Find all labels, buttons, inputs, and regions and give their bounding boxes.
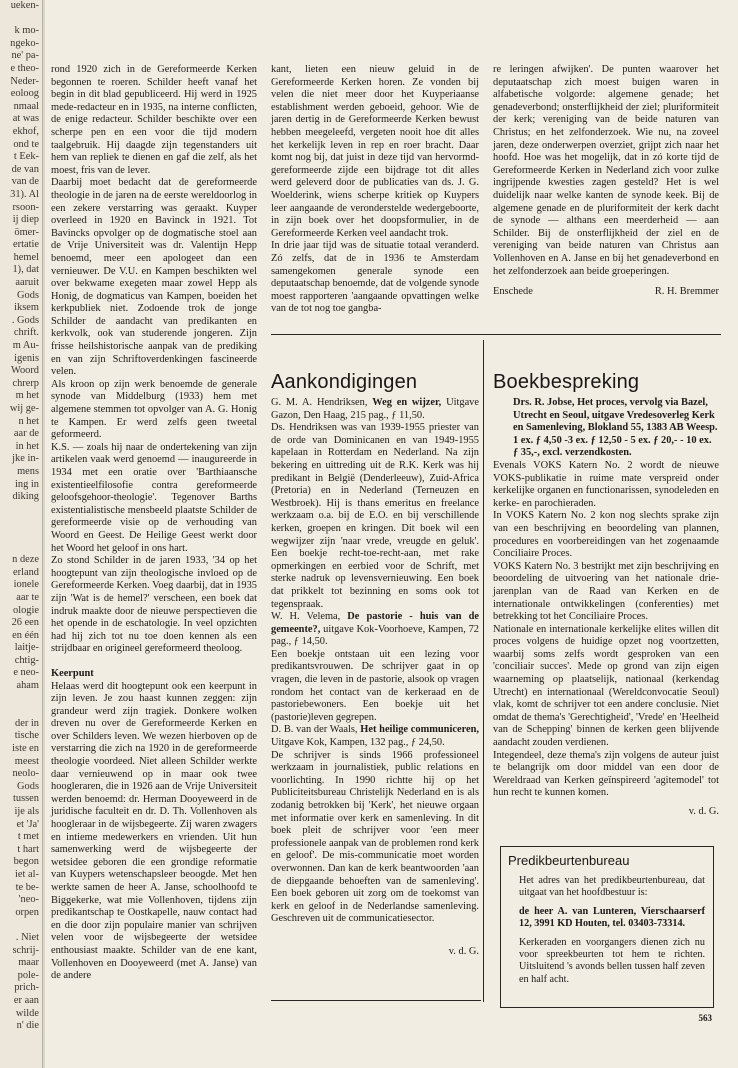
edge-fragment xyxy=(0,542,39,555)
article-column-2 xyxy=(271,64,479,316)
edge-fragment: pole- xyxy=(17,969,39,981)
paragraph: In VOKS Katern No. 2 kon nog slechts sprake zijn van een beschrijving en beoordeling van plannen, procedures en voorbereidingen van het zogenaamde Conciliaire Proces. xyxy=(493,510,719,560)
edge-fragment xyxy=(0,693,39,706)
previous-page-edge xyxy=(0,0,43,1068)
edge-fragment: chtig- xyxy=(14,654,39,666)
edge-fragment: begon xyxy=(13,856,39,868)
announcements-heading: Aankondigingen xyxy=(271,371,418,393)
edge-fragment: k mo- xyxy=(14,25,39,37)
edge-fragment: aham xyxy=(16,680,39,692)
edge-fragment: diking xyxy=(12,491,39,503)
edge-fragment: chrift. xyxy=(13,327,39,339)
edge-fragment: orpen xyxy=(15,906,39,918)
edge-fragment: m Au- xyxy=(12,340,39,352)
edge-fragment: e theo- xyxy=(10,62,39,74)
edge-fragment: t Eek- xyxy=(13,151,39,163)
edge-fragment: ologie xyxy=(13,604,39,616)
edge-fragment: ij diep xyxy=(12,214,39,226)
edge-fragment: iksem xyxy=(14,302,39,314)
edge-fragment: en één xyxy=(12,629,39,641)
edge-fragment: aaruit xyxy=(15,277,39,289)
article-author: R. H. Bremmer xyxy=(654,286,719,298)
paragraph: kant, lieten een nieuw geluid in de Gereformeerde Kerken horen. Ze vonden bij velen die niet meer door het Kuyperiaanse establishment werden geboeid, gehoor. Wie de jaren dertig in de Gereformeerde Kerken bewust hebben meegeleefd, vergeten nooit hoe dit alles het kerkelijk leven in rep en roer bracht. Daar komt nog bij, dat juist in deze tijd van hervormd-gereformeerde zijde een bijdrage tot dit alles werd geleverd door de publicaties van ds. J. G. Woelderink, wiens scherpe kritiek op Kuypers leer aangaande de veronderstelde wedergeboorte, in zijn boek over het doopsformulier, in de Gereformeerde Kerken veel aandacht trok. xyxy=(271,64,479,239)
edge-fragment: at was xyxy=(12,113,39,125)
paragraph: Helaas werd dit hoogtepunt ook een keerpunt in zijn leven. Je zou haast kunnen zeggen: zijn grandeur werd zijn tragiek. Donkere wolken dreven nu over de Gereformeerde Kerken en over Schilders leven. We wezen hierboven op de verstarring die zich na 1920 in de gereformeerde theologie voordeed. Niet alleen Schilder werkte daar vernieuwend op in maar ook twee hoogleraren, die in 1926 aan de Vrije Universiteit werden benoemd: dr. Herman Dooyeweerd in de juridische faculteit en dr. D. Th. Vollenhoven als hoogleraar in de wijsbegeerte. Zij waren zwagers en intieme medewerkers en vrienden. Uit hun samenwerking werd de wijsbegeerte der wetsidee geboren die een grondige reformatie van Kuypers wetenschapsleer beoogde. Met hen werkte samen de heer A. Janse, schoolhoofd te Biggekerke, wat mie Vollenhoven, tijdens zijn predikantschap te Oostkapelle, nauw contact had en die door zijn populaire manier van schrijven velen voor de wijsbegeerte der wetsidee enthousiast maakte. Schilder van de ene kant, Vollenhoven en Dooyeweerd (met A. Janse) van de andere xyxy=(51,680,257,982)
edge-fragment: meest xyxy=(14,755,39,767)
notice-intro: Het adres van het predikbeurtenbureau, dat uitgaat van het hoofdbestuur is: xyxy=(519,875,705,899)
edge-fragment: eoloog xyxy=(10,88,39,100)
edge-fragment: . Niet xyxy=(15,931,39,943)
notice-note: Kerkeraden en voorgangers dienen zich nu voor spreekbeurten tot hem te richten. Uitsluitend 's avonds bellen tussen half zeven en half acht. xyxy=(519,936,705,985)
edge-fragment: aar te xyxy=(16,591,39,603)
article-place: Enschede xyxy=(493,286,533,298)
edge-fragment: m het xyxy=(15,390,39,402)
paragraph: Integendeel, deze thema's zijn volgens de auteur juist te belangrijk om door middel van een door de Wereldraad van Kerken geïnspireerd 'agitemodel' tot hun recht te kunnen komen. xyxy=(493,749,719,799)
edge-fragment: ekhof, xyxy=(12,125,39,137)
edge-fragment: de van xyxy=(11,163,39,175)
notice-address: de heer A. van Lunteren, Vierschaarserf 12, 3991 KD Houten, tel. 03403-73314. xyxy=(519,905,705,930)
page-number: 563 xyxy=(698,1013,712,1023)
edge-fragment xyxy=(0,705,39,718)
previous-page-text-fragments xyxy=(0,0,39,1033)
edge-fragment: er aan xyxy=(13,994,39,1006)
edge-fragment: erland xyxy=(13,566,39,578)
paragraph: Zo stond Schilder in de jaren 1933, '34 op het hoogtepunt van zijn theologische invloed op de Gereformeerde Kerken. Voeg daarbij, dat in 1935 zijn 'Wat is de hemel?' verscheen, een boek dat indruk maakte door de nieuwe perspectieven die het opende in de eschatologie. In veel opzichten had hij zich tot nu toe doen kennen als een strijdbaar en origineel gereformeerd theoloog. xyxy=(51,555,257,655)
edge-fragment: neolo- xyxy=(12,768,39,780)
edge-fragment: 31). Al xyxy=(10,188,39,200)
edge-fragment: chrerp xyxy=(12,377,39,389)
paragraph: Als kroon op zijn werk benoemde de generale synode van Middelburg (1933) hem met algemene stemmen tot opvolger van A. G. Honig te Kampen. Er werd zelfs geen tweetal geformeerd. xyxy=(51,378,257,441)
edge-fragment: ne' pa- xyxy=(11,50,39,62)
edge-fragment: et 'Ja' xyxy=(16,818,39,830)
edge-fragment: n deze xyxy=(12,554,39,566)
edge-fragment: t hart xyxy=(17,843,39,855)
announcements-bottom-rule xyxy=(271,1000,481,1001)
paragraph: Nationale en internationale kerkelijke elites willen dit proces volgens de huidige opzet nog voortzetten, waarbij soms zelfs wordt gesproken van een 'conciliair succes'. Mede op grond van zijn eigen waarneming op plaatselijk, nationaal (kerkendag Utrecht) en internationaal (Wereldconvocatie Seoul) vlak, komt de schrijver tot een andere conclusie. Niet omdat de thema's 'Gerechtigheid', 'Vrede' en 'Heelheid van de Schepping' binnen de kerken geen blijvende aandacht zouden verdienen. xyxy=(493,623,719,749)
edge-fragment: Gods xyxy=(17,289,39,301)
edge-fragment: mens xyxy=(17,465,39,477)
paragraph: re leringen afwijken'. De punten waarover het deputaatschap zich moest buigen waren in alfabetische volgorde: algemene genade; het genadeverbond; onsterflijkheid der ziel; pluriformiteit der kerk; vereniging van de beide naturen van Christus; en het zelfonderzoek. Wie nu, na zoveel jaren, deze onderwerpen overziet, grijpt zich naar het hoofd. Hoe was het mogelijk, dat in zó korte tijd de Gereformeerde Kerken in Nederland zich voor zulke ingrijpende kwesties zagen gesteld? Het is wel duidelijk naar welke kanten de synode keek. Bij de algemene genade en de pluriformiteit der kerk dacht de synode — althans een meerderheid — aan Schilder. Bij de onsterflijkheid der ziel en de vereniging van beide naturen van Christus aan Vollenhoven en A. Janse en bij het genadeverbond en het zelfonderzoek aan beide groeperingen. xyxy=(493,64,719,277)
edge-fragment: Woord xyxy=(10,365,39,377)
review-book-info: Drs. R. Jobse, Het proces, vervolg via Bazel, Utrecht en Seoul, uitgave Vredesoverleg Kerk en Samenleving, Blokland 55, 1383 AB Weesp. 1 ex. ƒ 4,50 -3 ex. ƒ 12,50 - 5 ex. ƒ 20,- - 10 ex. ƒ 35,-, excl. verzendkosten. xyxy=(513,397,718,459)
edge-fragment: 'neo- xyxy=(18,894,39,906)
edge-fragment: ömer- xyxy=(14,226,39,238)
paragraph: K.S. — zoals hij naar de ondertekening van zijn artikelen vaak werd genoemd — inaugureerde in 1934 met een oratie over 'Barthiaansche existentieelfilosofie contra gereformeerde geloofsgehoor-theologie'. Tegenover Barths existentialistische mensbeeld plaatste Schilder de gereformeerde visie op de verhouding van Woord en Geest. De Heilige Geest werkt door het Woord het geloof in ons hart. xyxy=(51,441,257,554)
edge-fragment xyxy=(0,919,39,932)
edge-fragment: ing in xyxy=(15,478,39,490)
edge-fragment: schrij- xyxy=(12,944,39,956)
notice-body xyxy=(519,875,705,992)
column-divider-rule xyxy=(483,340,484,1002)
review-heading: Boekbespreking xyxy=(493,371,640,393)
magazine-page xyxy=(45,0,738,1068)
section-divider-rule xyxy=(271,334,721,335)
paragraph: VOKS Katern No. 3 bestrijkt met zijn beschrijving en beoordeling de uitvoering van het nationale drie-jarenplan van de Raad van Kerken en de internationale ontwikkelingen (conferenties) met betrekking tot het Conciliaire Proces. xyxy=(493,560,719,623)
announcements-column xyxy=(271,397,479,959)
edge-fragment: wilde xyxy=(15,1007,39,1019)
paragraph: Evenals VOKS Katern No. 2 wordt de nieuwe VOKS-publikatie in ruime mate verspreid onder kerkelijke organen en functionarissen, synodeleden en kerke- en parochieraden. xyxy=(493,459,719,509)
edge-fragment: ionele xyxy=(13,579,39,591)
edge-fragment: aar de xyxy=(13,428,39,440)
edge-fragment: ertatie xyxy=(13,239,39,251)
edge-fragment: ngeko- xyxy=(10,37,39,49)
article-signature-row xyxy=(493,286,719,299)
edge-fragment: te be- xyxy=(15,881,39,893)
edge-fragment xyxy=(0,13,39,26)
edge-fragment: t met xyxy=(17,831,39,843)
edge-fragment: igenis xyxy=(14,352,39,364)
announcements-signature: v. d. G. xyxy=(448,945,479,957)
edge-fragment xyxy=(0,504,39,517)
announcement-item-2-header: W. H. Velema, De pastorie - huis van de gemeente?, uitgave Kok-Voorhoeve, Kampen, 72 pag., ƒ 14,50. xyxy=(271,611,479,648)
predikbeurtenbureau-notice-box xyxy=(500,846,714,1008)
edge-fragment: Neder- xyxy=(10,75,39,87)
review-signature: v. d. G. xyxy=(688,806,719,817)
announcement-item-1-header: G. M. A. Hendriksen, Weg en wijzer, Uitgave Gazon, Den Haag, 215 pag., ƒ 11,50. xyxy=(271,397,479,421)
edge-fragment: iste en xyxy=(12,743,39,755)
edge-fragment: 1), dat xyxy=(12,264,39,276)
announcement-item-1-body: Ds. Hendriksen was van 1939-1955 priester van de orde van Dominicanen en van 1949-1955 kapelaan in Rotterdam en Nederland. Na zijn bekering en uittreding uit de R.K. Kerk was hij predikant in België (Denderleeuw), Zuid-Africa (Pretoria) en in Nederland (Terneuzen en Westbroek). Hij is thans emeritus en freelance werkzaam o.a. bij de E.O. en bij verschillende kerken, groepen en kringen. Dit boek wil een wegwijzer zijn 'naar vrede, vreugde en geluk'. Een boekje recht-toe-recht-aan, met rake opmerkingen en eerbied voor de Schrift, met sterke nadruk op levensvernieuwing. Een boek dat prikkelt tot bezinning en soms ook tot tegenspraak. xyxy=(271,422,479,610)
notice-title: Predikbeurtenbureau xyxy=(508,853,630,868)
edge-fragment xyxy=(0,516,39,529)
paragraph: In drie jaar tijd was de situatie totaal veranderd. Zó zelfs, dat de in 1936 te Amsterdam samengekomen generale synode een deputaatschap benoemde, dat de volgende synode moest rapporteren 'aangaande opvattingen welke van de tot nog toe gangba- xyxy=(271,240,479,315)
edge-fragment: laitje- xyxy=(14,642,39,654)
edge-fragment: jke in- xyxy=(12,453,39,465)
edge-fragment: n het xyxy=(18,415,39,427)
edge-fragment: iet al- xyxy=(15,868,39,880)
edge-fragment: tische xyxy=(14,730,39,742)
edge-fragment: ueken- xyxy=(10,0,39,11)
edge-fragment: 26 een xyxy=(11,617,39,629)
edge-fragment: . Gods xyxy=(11,314,39,326)
edge-fragment: Gods xyxy=(17,780,39,792)
edge-fragment: wij ge- xyxy=(9,403,39,414)
review-column xyxy=(493,397,719,819)
article-column-1 xyxy=(51,64,257,983)
edge-fragment: n' die xyxy=(16,1020,39,1032)
announcement-item-3-header: D. B. van der Waals, Het heilige communiceren, Uitgave Kok, Kampen, 132 pag., ƒ 24,50. xyxy=(271,724,479,749)
announcement-item-3-body: De schrijver is sinds 1966 professioneel werkzaam in journalistiek, public relations en voorlichting. In 1990 richtte hij op het Publiciteitsbureau Christelijk Nederland en is als zodanig betrokken bij 'Kerk', het nieuwe orgaan met informatie over kerk en samenleving. In dit boek pleit de schrijver voor 'een meer professionele aanpak van de problemen rond kerk en geloof'. De mis-communicatie moet worden overwonnen. Dan kan de kerk beantwoorden 'aan de diepgaande behoeften van de samenleving'. Een boek geboren uit zorg om de toekomst van kerk en geloof in de Nederlandse samenleving. Geschreven uit de communicatiesector. xyxy=(271,749,479,925)
edge-fragment: maar xyxy=(18,957,39,969)
subheading-keerpunt: Keerpunt xyxy=(51,667,94,679)
edge-fragment: ond te xyxy=(13,138,39,150)
edge-fragment xyxy=(0,529,39,542)
paragraph: rond 1920 zich in de Gereformeerde Kerken begonnen te roeren. Schilder heeft vanaf het begin in dit blad gepubliceerd. Hij werd in 1925 mede-redacteur en in 1935, na interne conflicten, de enige redacteur. Schilder beschikte over een scherpe pen en een voor die tijd modern taalgebruik. Hij daagde zijn tegenstanders uit hem van repliek te dienen en gaf die zelf, als het moest, fris van de lever. xyxy=(51,64,257,176)
edge-fragment: van de xyxy=(11,176,39,188)
edge-fragment: tussen xyxy=(13,793,39,805)
edge-fragment: rsoon- xyxy=(12,201,39,213)
edge-fragment: e neo- xyxy=(13,667,39,679)
article-column-3 xyxy=(493,64,719,299)
edge-fragment: prich- xyxy=(14,982,39,994)
paragraph: Daarbij moet bedacht dat de gereformeerde theologie in de jaren na de eerste wereldoorlog in een zekere verstarring was geraakt. Kuyper overleed in 1920 en Bavinck in 1921. Tot Bavincks opvolger op de dogmatische stoel aan de Vrije Universiteit was dr. Valentijn Hepp benoemd, meer een apologeet dan een vernieuwer. De V.U. en Kampen beschikten wel over bekwame exegeten maar zowel Hepp als Honig, de dogmaticus van Kampen, boeiden het kerkpubliek niet. Zodoende trok de jonge Schilder de aandacht van predikanten en kerkvolk, ook van studerende jongeren. Zijn frisse heilshistorische aanpak van de prediking en van zijn Schriftoverdenkingen fascineerde velen. xyxy=(51,177,257,378)
edge-fragment: nmaal xyxy=(13,100,39,112)
edge-fragment: ije als xyxy=(14,806,39,817)
edge-fragment: der in xyxy=(15,717,39,729)
edge-fragment: in het xyxy=(15,440,39,452)
edge-fragment: hemel xyxy=(13,251,39,263)
announcement-item-2-body: Een boekje ontstaan uit een lezing voor predikantsvrouwen. De schrijver gaat in op vragen, die leven in de pastorie, alsook op vragen rondom het contact van de kerkeraad en de pastoriebewoners. Een boekje uit het (pastorie)leven gegrepen. xyxy=(271,648,479,723)
